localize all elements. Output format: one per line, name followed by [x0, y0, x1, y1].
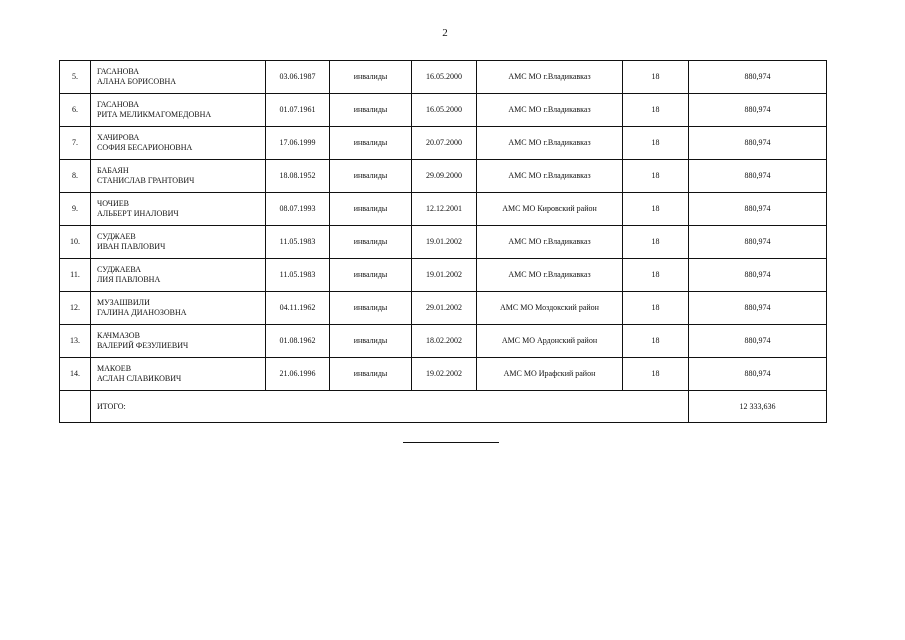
person-name [91, 193, 266, 226]
amount: 880,974 [689, 160, 827, 193]
birth-date: 04.11.1962 [266, 292, 330, 325]
person-name [91, 226, 266, 259]
row-number: 10. [60, 226, 91, 259]
end-rule [403, 442, 499, 443]
person-name [91, 325, 266, 358]
area: 18 [623, 259, 689, 292]
area: 18 [623, 94, 689, 127]
amount: 880,974 [689, 226, 827, 259]
row-number: 12. [60, 292, 91, 325]
table-row [60, 292, 827, 325]
surname: БАБАЯН [97, 166, 129, 175]
registration-date: 29.01.2002 [412, 292, 477, 325]
given-names: СОФИЯ БЕСАРИОНОВНА [97, 143, 193, 152]
category: инвалиды [330, 292, 412, 325]
organization: АМС МО Ардонский район [477, 325, 623, 358]
amount: 880,974 [689, 94, 827, 127]
total-num-cell [60, 391, 91, 423]
birth-date: 11.05.1983 [266, 226, 330, 259]
organization: АМС МО Моздокский район [477, 292, 623, 325]
category: инвалиды [330, 325, 412, 358]
category: инвалиды [330, 61, 412, 94]
registration-date: 20.07.2000 [412, 127, 477, 160]
organization: АМС МО Кировский район [477, 193, 623, 226]
given-names: ГАЛИНА ДИАНОЗОВНА [97, 308, 187, 317]
row-number: 6. [60, 94, 91, 127]
row-number: 7. [60, 127, 91, 160]
table-row [60, 127, 827, 160]
given-names: СТАНИСЛАВ ГРАНТОВИЧ [97, 176, 195, 185]
surname: ГАСАНОВА [97, 67, 140, 76]
table-row [60, 160, 827, 193]
given-names: АСЛАН СЛАВИКОВИЧ [97, 374, 182, 383]
registry-table [59, 60, 827, 423]
organization: АМС МО г.Владикавказ [477, 259, 623, 292]
table-row [60, 61, 827, 94]
category: инвалиды [330, 127, 412, 160]
birth-date: 03.06.1987 [266, 61, 330, 94]
row-number: 8. [60, 160, 91, 193]
surname: ЧОЧИЕВ [97, 199, 129, 208]
category: инвалиды [330, 160, 412, 193]
category: инвалиды [330, 358, 412, 391]
amount: 880,974 [689, 292, 827, 325]
birth-date: 01.08.1962 [266, 325, 330, 358]
amount: 880,974 [689, 358, 827, 391]
birth-date: 17.06.1999 [266, 127, 330, 160]
given-names: РИТА МЕЛИКМАГОМЕДОВНА [97, 110, 212, 119]
total-label: ИТОГО: [91, 391, 689, 423]
amount: 880,974 [689, 193, 827, 226]
category: инвалиды [330, 94, 412, 127]
page-number: 2 [442, 27, 448, 39]
category: инвалиды [330, 193, 412, 226]
person-name [91, 160, 266, 193]
given-names: АЛЬБЕРТ ИНАЛОВИЧ [97, 209, 179, 218]
given-names: ИВАН ПАВЛОВИЧ [97, 242, 166, 251]
organization: АМС МО г.Владикавказ [477, 160, 623, 193]
surname: ГАСАНОВА [97, 100, 140, 109]
surname: СУДЖАЕВ [97, 232, 136, 241]
registration-date: 19.01.2002 [412, 226, 477, 259]
area: 18 [623, 292, 689, 325]
person-name [91, 61, 266, 94]
given-names: ЛИЯ ПАВЛОВНА [97, 275, 161, 284]
row-number: 5. [60, 61, 91, 94]
person-name [91, 292, 266, 325]
surname: МУЗАШВИЛИ [97, 298, 150, 307]
table-row [60, 358, 827, 391]
registration-date: 12.12.2001 [412, 193, 477, 226]
area: 18 [623, 127, 689, 160]
birth-date: 01.07.1961 [266, 94, 330, 127]
table-body [60, 61, 827, 391]
registration-date: 19.01.2002 [412, 259, 477, 292]
category: инвалиды [330, 226, 412, 259]
surname: СУДЖАЕВА [97, 265, 141, 274]
organization: АМС МО г.Владикавказ [477, 61, 623, 94]
given-names: АЛАНА БОРИСОВНА [97, 77, 177, 86]
person-name [91, 358, 266, 391]
person-name [91, 94, 266, 127]
table-row [60, 226, 827, 259]
registration-date: 19.02.2002 [412, 358, 477, 391]
area: 18 [623, 226, 689, 259]
surname: КАЧМАЗОВ [97, 331, 140, 340]
area: 18 [623, 160, 689, 193]
person-name [91, 259, 266, 292]
amount: 880,974 [689, 259, 827, 292]
registration-date: 18.02.2002 [412, 325, 477, 358]
birth-date: 11.05.1983 [266, 259, 330, 292]
amount: 880,974 [689, 325, 827, 358]
birth-date: 18.08.1952 [266, 160, 330, 193]
surname: МАКОЕВ [97, 364, 132, 373]
amount: 880,974 [689, 61, 827, 94]
table-row [60, 94, 827, 127]
organization: АМС МО Ирафский район [477, 358, 623, 391]
person-name [91, 127, 266, 160]
area: 18 [623, 193, 689, 226]
total-sum: 12 333,636 [689, 391, 827, 423]
organization: АМС МО г.Владикавказ [477, 226, 623, 259]
table-row [60, 259, 827, 292]
row-number: 11. [60, 259, 91, 292]
area: 18 [623, 61, 689, 94]
table-row [60, 325, 827, 358]
surname: ХАЧИРОВА [97, 133, 140, 142]
area: 18 [623, 358, 689, 391]
organization: АМС МО г.Владикавказ [477, 127, 623, 160]
birth-date: 21.06.1996 [266, 358, 330, 391]
registration-date: 29.09.2000 [412, 160, 477, 193]
table-row [60, 193, 827, 226]
organization: АМС МО г.Владикавказ [477, 94, 623, 127]
row-number: 14. [60, 358, 91, 391]
area: 18 [623, 325, 689, 358]
birth-date: 08.07.1993 [266, 193, 330, 226]
category: инвалиды [330, 259, 412, 292]
total-row [60, 391, 827, 423]
row-number: 9. [60, 193, 91, 226]
given-names: ВАЛЕРИЙ ФЕЗУЛИЕВИЧ [97, 341, 189, 350]
amount: 880,974 [689, 127, 827, 160]
row-number: 13. [60, 325, 91, 358]
registration-date: 16.05.2000 [412, 94, 477, 127]
registration-date: 16.05.2000 [412, 61, 477, 94]
